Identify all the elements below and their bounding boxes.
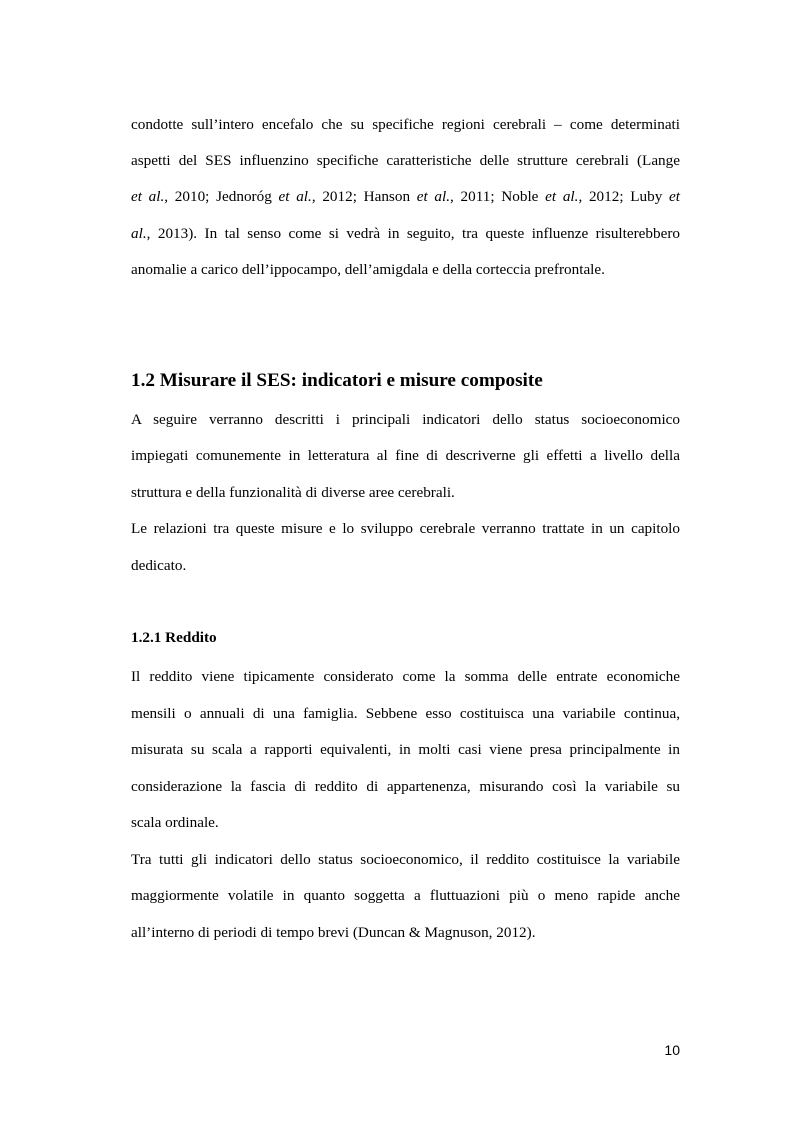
- section-heading: 1.2 Misurare il SES: indicatori e misure composite: [131, 370, 543, 391]
- citation-etal: al.: [131, 225, 147, 242]
- body-text-line: aspetti del SES influenzino specifiche caratteristiche delle strutture cerebrali (Lange: [131, 152, 680, 169]
- body-text-line: scala ordinale.: [131, 814, 219, 831]
- body-text-line: maggiormente volatile in quanto soggetta a fluttuazioni più o meno rapide anche: [131, 887, 680, 904]
- subsection-heading: 1.2.1 Reddito: [131, 629, 217, 646]
- body-text-line: A seguire verranno descritti i principali indicatori dello status socioeconomico: [131, 411, 680, 428]
- body-text-line: misurata su scala a rapporti equivalenti, in molti casi viene presa principalmente in: [131, 741, 680, 758]
- citation-etal: et al.: [131, 188, 165, 205]
- body-text-line: considerazione la fascia di reddito di appartenenza, misurando così la variabile su: [131, 778, 680, 795]
- body-text-line: struttura e della funzionalità di diverse aree cerebrali.: [131, 484, 455, 501]
- citation-etal: et al.: [545, 188, 579, 205]
- body-text-line: Il reddito viene tipicamente considerato come la somma delle entrate economiche: [131, 668, 680, 685]
- body-text-line: dedicato.: [131, 557, 187, 574]
- citation-etal: et: [669, 188, 681, 205]
- body-text-line: impiegati comunemente in letteratura al fine di descriverne gli effetti a livello della: [131, 447, 680, 464]
- citation-etal: et al.: [278, 188, 312, 205]
- page-number: 10: [664, 1042, 680, 1058]
- body-text-line: anomalie a carico dell’ippocampo, dell’amigdala e della corteccia prefrontale.: [131, 261, 605, 278]
- body-text-line: et al., 2010; Jednoróg et al., 2012; Hanson et al., 2011; Noble et al., 2012; Luby et: [131, 188, 681, 205]
- body-text-line: Tra tutti gli indicatori dello status socioeconomico, il reddito costituisce la variabile: [131, 851, 680, 868]
- citation-etal: et al.: [416, 188, 451, 205]
- body-text-line: mensili o annuali di una famiglia. Sebbene esso costituisca una variabile continua,: [131, 705, 680, 722]
- body-text-line: al., 2013). In tal senso come si vedrà in seguito, tra queste influenze risulterebbero: [131, 225, 680, 242]
- body-text-line: Le relazioni tra queste misure e lo sviluppo cerebrale verranno trattate in un capitolo: [131, 520, 680, 537]
- body-text-line: condotte sull’intero encefalo che su specifiche regioni cerebrali – come determinati: [131, 116, 680, 133]
- body-text-line: all’interno di periodi di tempo brevi (Duncan & Magnuson, 2012).: [131, 924, 536, 941]
